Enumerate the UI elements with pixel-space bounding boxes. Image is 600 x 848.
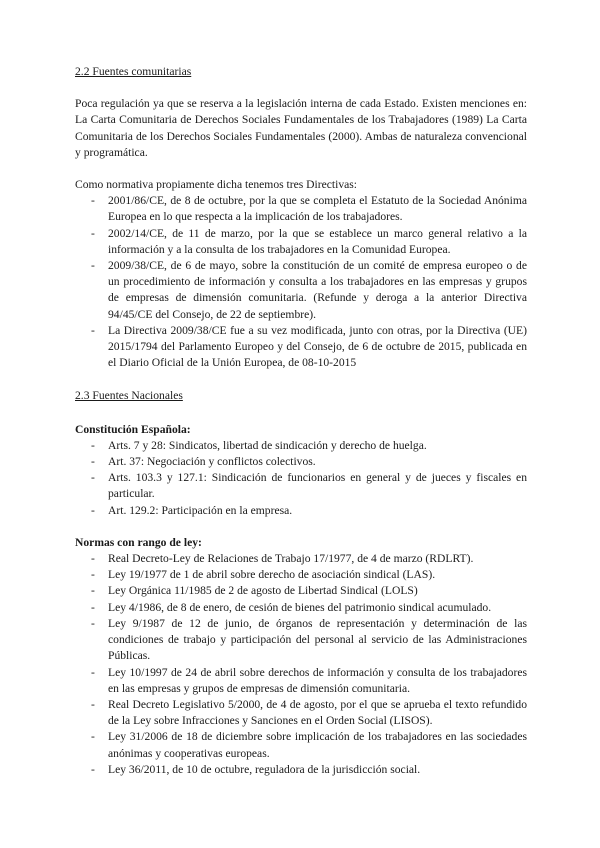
list-item: - Ley 19/1977 de 1 de abril sobre derecho de asociación sindical (LAS). [91, 567, 527, 583]
section-heading-fuentes-nacionales: 2.3 Fuentes Nacionales [75, 389, 183, 403]
list-item: - 2002/14/CE, de 11 de marzo, por la que se establece un marco general relativo a la información y a la consulta de los trabajadores en la Comunidad Europea. [91, 226, 527, 258]
list-item: - 2009/38/CE, de 6 de mayo, sobre la constitución de un comité de empresa europeo o de un procedimiento de información y consulta a los trabajadores en las empresas y grupos de empresas de dimensión comunitaria. (Refunde y deroga a la anterior Directiva 94/45/CE del Consejo, de 22 de septiembre). [91, 258, 527, 323]
list-item: - Ley 36/2011, de 10 de octubre, reguladora de la jurisdicción social. [91, 762, 527, 778]
list-item: - Real Decreto-Ley de Relaciones de Trabajo 17/1977, de 4 de marzo (RDLRT). [91, 551, 527, 567]
list-item: - Ley Orgánica 11/1985 de 2 de agosto de Libertad Sindical (LOLS) [91, 583, 527, 599]
list-item: - 2001/86/CE, de 8 de octubre, por la que se completa el Estatuto de la Sociedad Anónima Europea en lo que respecta a la implicación de los trabajadores. [91, 193, 527, 225]
constitucion-list [75, 438, 527, 519]
list-item: - Art. 129.2: Participación en la empresa. [91, 503, 527, 519]
list-item: - Ley 9/1987 de 12 de junio, de órganos de representación y determinación de las condiciones de trabajo y participación del personal al servicio de las Administraciones Públicas. [91, 616, 527, 665]
paragraph-intro: Poca regulación ya que se reserva a la legislación interna de cada Estado. Existen menciones en: La Carta Comunitaria de Derechos Sociales Fundamentales de los Trabajadores (1989) La Carta Comunitaria de los Derechos Sociales Fundamentales (2000). Ambas de naturaleza convencional y programática. [75, 97, 527, 159]
section-heading-fuentes-comunitarias: 2.2 Fuentes comunitarias [75, 65, 192, 78]
list-item: - Art. 37: Negociación y conflictos colectivos. [91, 454, 527, 470]
list-item: - Arts. 103.3 y 127.1: Sindicación de funcionarios en general y de jueces y fiscales en particular. [91, 470, 527, 502]
list-item: - Arts. 7 y 28: Sindicatos, libertad de sindicación y derecho de huelga. [91, 438, 527, 454]
document-page [75, 64, 527, 778]
normas-list [75, 551, 527, 778]
directivas-list [75, 193, 527, 371]
paragraph-directivas: Como normativa propiamente dicha tenemos tres Directivas: [75, 178, 358, 192]
normas-title: Normas con rango de ley: [75, 535, 202, 549]
constitucion-title: Constitución Española: [75, 422, 191, 436]
list-item: - La Directiva 2009/38/CE fue a su vez modificada, junto con otras, por la Directiva (UE) 2015/1794 del Parlamento Europeo y del Consejo, de 6 de octubre de 2015, publicada en el Diario Oficial de la Unión Europea, de 08-10-2015 [91, 323, 527, 372]
list-item: - Ley 31/2006 de 18 de diciembre sobre implicación de los trabajadores en las sociedades anónimas y cooperativas europeas. [91, 729, 527, 761]
list-item: - Ley 10/1997 de 24 de abril sobre derechos de información y consulta de los trabajadores en las empresas y grupos de empresas de dimensión comunitaria. [91, 665, 527, 697]
list-item: - Real Decreto Legislativo 5/2000, de 4 de agosto, por el que se aprueba el texto refundido de la Ley sobre Infracciones y Sanciones en el Orden Social (LISOS). [91, 697, 527, 729]
list-item: - Ley 4/1986, de 8 de enero, de cesión de bienes del patrimonio sindical acumulado. [91, 600, 527, 616]
